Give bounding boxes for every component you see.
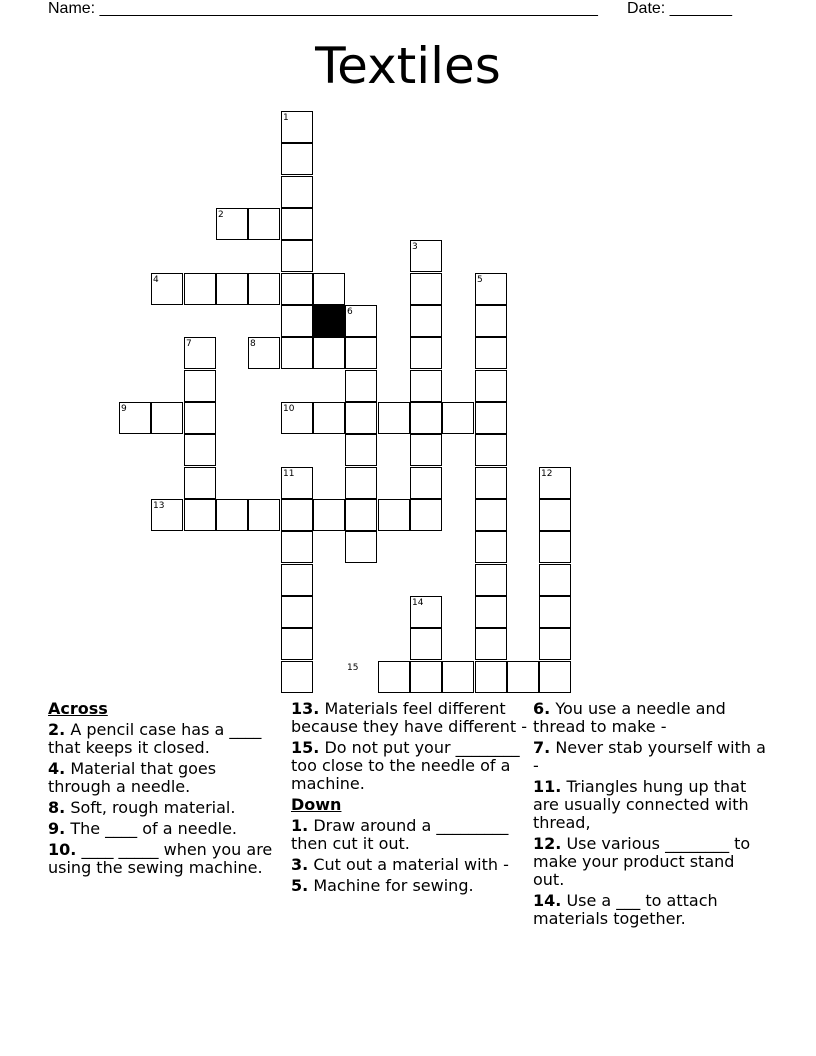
grid-cell[interactable] bbox=[184, 499, 216, 531]
grid-cell[interactable] bbox=[184, 370, 216, 402]
grid-number: 2 bbox=[218, 210, 224, 220]
grid-number: 6 bbox=[347, 307, 353, 317]
down-heading: Down bbox=[291, 795, 342, 814]
grid-cell[interactable] bbox=[475, 661, 507, 693]
grid-cell[interactable] bbox=[378, 661, 410, 693]
grid-cell[interactable] bbox=[410, 628, 442, 660]
grid-cell[interactable] bbox=[475, 596, 507, 628]
grid-cell[interactable] bbox=[248, 273, 280, 305]
grid-cell[interactable] bbox=[184, 467, 216, 499]
grid-cell[interactable] bbox=[410, 305, 442, 337]
clue-down-6: 6. You use a needle and thread to make - bbox=[533, 699, 726, 736]
grid-cell[interactable] bbox=[475, 467, 507, 499]
grid-cell[interactable] bbox=[313, 337, 345, 369]
grid-cell[interactable] bbox=[539, 499, 571, 531]
grid-cell[interactable] bbox=[248, 499, 280, 531]
grid-cell[interactable] bbox=[539, 628, 571, 660]
clue-down-5: 5. Machine for sewing. bbox=[291, 876, 474, 895]
grid-cell[interactable] bbox=[281, 596, 313, 628]
grid-cell[interactable] bbox=[248, 208, 280, 240]
grid-number: 9 bbox=[121, 404, 127, 414]
grid-cell[interactable] bbox=[345, 370, 377, 402]
grid-cell[interactable] bbox=[475, 628, 507, 660]
clues-column-2 bbox=[291, 700, 527, 898]
clue-across-8: 8. Soft, rough material. bbox=[48, 798, 236, 817]
clue-across-15: 15. Do not put your ________ too close to the needle of a machine. bbox=[291, 738, 520, 793]
grid-cell[interactable] bbox=[281, 176, 313, 208]
clue-down-7: 7. Never stab yourself with a - bbox=[533, 738, 766, 775]
grid-cell[interactable] bbox=[184, 434, 216, 466]
grid-cell[interactable] bbox=[184, 273, 216, 305]
grid-cell[interactable] bbox=[345, 531, 377, 563]
grid-cell[interactable] bbox=[410, 434, 442, 466]
grid-cell[interactable] bbox=[410, 402, 442, 434]
grid-number: 14 bbox=[412, 598, 424, 608]
grid-cell[interactable] bbox=[313, 273, 345, 305]
grid-cell[interactable] bbox=[281, 143, 313, 175]
grid-cell[interactable] bbox=[475, 564, 507, 596]
clues-column-1 bbox=[48, 700, 280, 880]
grid-cell[interactable] bbox=[539, 531, 571, 563]
grid-cell[interactable] bbox=[507, 661, 539, 693]
clue-down-14: 14. Use a ___ to attach materials together. bbox=[533, 891, 718, 928]
grid-cell[interactable] bbox=[475, 499, 507, 531]
grid-cell[interactable] bbox=[281, 564, 313, 596]
grid-cell[interactable] bbox=[345, 467, 377, 499]
grid-cell[interactable] bbox=[281, 628, 313, 660]
grid-cell[interactable] bbox=[345, 402, 377, 434]
grid-cell[interactable] bbox=[378, 402, 410, 434]
grid-cell[interactable] bbox=[475, 531, 507, 563]
grid-cell-blocked bbox=[313, 305, 345, 337]
grid-cell[interactable] bbox=[184, 402, 216, 434]
grid-cell[interactable] bbox=[410, 661, 442, 693]
grid-cell[interactable] bbox=[281, 305, 313, 337]
clue-down-11: 11. Triangles hung up that are usually connected with thread, bbox=[533, 777, 749, 832]
grid-cell[interactable] bbox=[475, 370, 507, 402]
grid-cell[interactable] bbox=[281, 499, 313, 531]
clue-across-13: 13. Materials feel different because they have different - bbox=[291, 699, 527, 736]
clue-across-10: 10. ____ _____ when you are using the sewing machine. bbox=[48, 840, 273, 877]
grid-cell[interactable] bbox=[281, 273, 313, 305]
grid-cell[interactable] bbox=[410, 499, 442, 531]
grid-cell[interactable] bbox=[345, 434, 377, 466]
grid-cell[interactable] bbox=[216, 499, 248, 531]
grid-cell[interactable] bbox=[410, 273, 442, 305]
grid-cell[interactable] bbox=[410, 370, 442, 402]
grid-cell[interactable] bbox=[442, 402, 474, 434]
grid-cell[interactable] bbox=[313, 499, 345, 531]
grid-number: 7 bbox=[186, 339, 192, 349]
grid-cell[interactable] bbox=[281, 661, 313, 693]
grid-number: 13 bbox=[153, 501, 165, 511]
grid-number: 11 bbox=[283, 469, 295, 479]
clue-across-4: 4. Material that goes through a needle. bbox=[48, 759, 217, 796]
grid-cell[interactable] bbox=[475, 434, 507, 466]
grid-number: 8 bbox=[250, 339, 256, 349]
clue-across-2: 2. A pencil case has a ____ that keeps it closed. bbox=[48, 720, 262, 757]
date-field-label: Date: _______ bbox=[627, 0, 732, 17]
grid-cell[interactable] bbox=[216, 273, 248, 305]
grid-cell[interactable] bbox=[281, 531, 313, 563]
grid-cell[interactable] bbox=[539, 564, 571, 596]
name-field-label: Name: ________________________________________________________ bbox=[48, 0, 598, 17]
grid-cell[interactable] bbox=[378, 499, 410, 531]
clue-down-1: 1. Draw around a _________ then cut it out. bbox=[291, 816, 509, 853]
clues-column-3 bbox=[533, 700, 769, 931]
page-title: Textiles bbox=[315, 37, 501, 95]
grid-cell[interactable] bbox=[281, 337, 313, 369]
grid-cell[interactable] bbox=[281, 240, 313, 272]
clue-across-9: 9. The ____ of a needle. bbox=[48, 819, 237, 838]
grid-number: 3 bbox=[412, 242, 418, 252]
grid-number: 5 bbox=[477, 275, 483, 285]
grid-number: 10 bbox=[283, 404, 295, 414]
clue-down-3: 3. Cut out a material with - bbox=[291, 855, 509, 874]
grid-cell[interactable] bbox=[475, 402, 507, 434]
grid-cell[interactable] bbox=[410, 467, 442, 499]
grid-cell[interactable] bbox=[151, 402, 183, 434]
grid-number: 1 bbox=[283, 113, 289, 123]
grid-number: 12 bbox=[541, 469, 553, 479]
across-heading: Across bbox=[48, 699, 108, 718]
grid-cell[interactable] bbox=[345, 337, 377, 369]
clue-down-12: 12. Use various ________ to make your product stand out. bbox=[533, 834, 751, 889]
grid-cell[interactable] bbox=[475, 337, 507, 369]
grid-cell[interactable] bbox=[475, 305, 507, 337]
grid-cell[interactable] bbox=[345, 499, 377, 531]
grid-cell[interactable] bbox=[410, 337, 442, 369]
grid-cell[interactable] bbox=[539, 661, 571, 693]
grid-number: 4 bbox=[153, 275, 159, 285]
grid-cell[interactable] bbox=[442, 661, 474, 693]
grid-number: 15 bbox=[347, 663, 359, 673]
grid-cell[interactable] bbox=[281, 208, 313, 240]
grid-cell[interactable] bbox=[539, 596, 571, 628]
grid-cell[interactable] bbox=[313, 402, 345, 434]
